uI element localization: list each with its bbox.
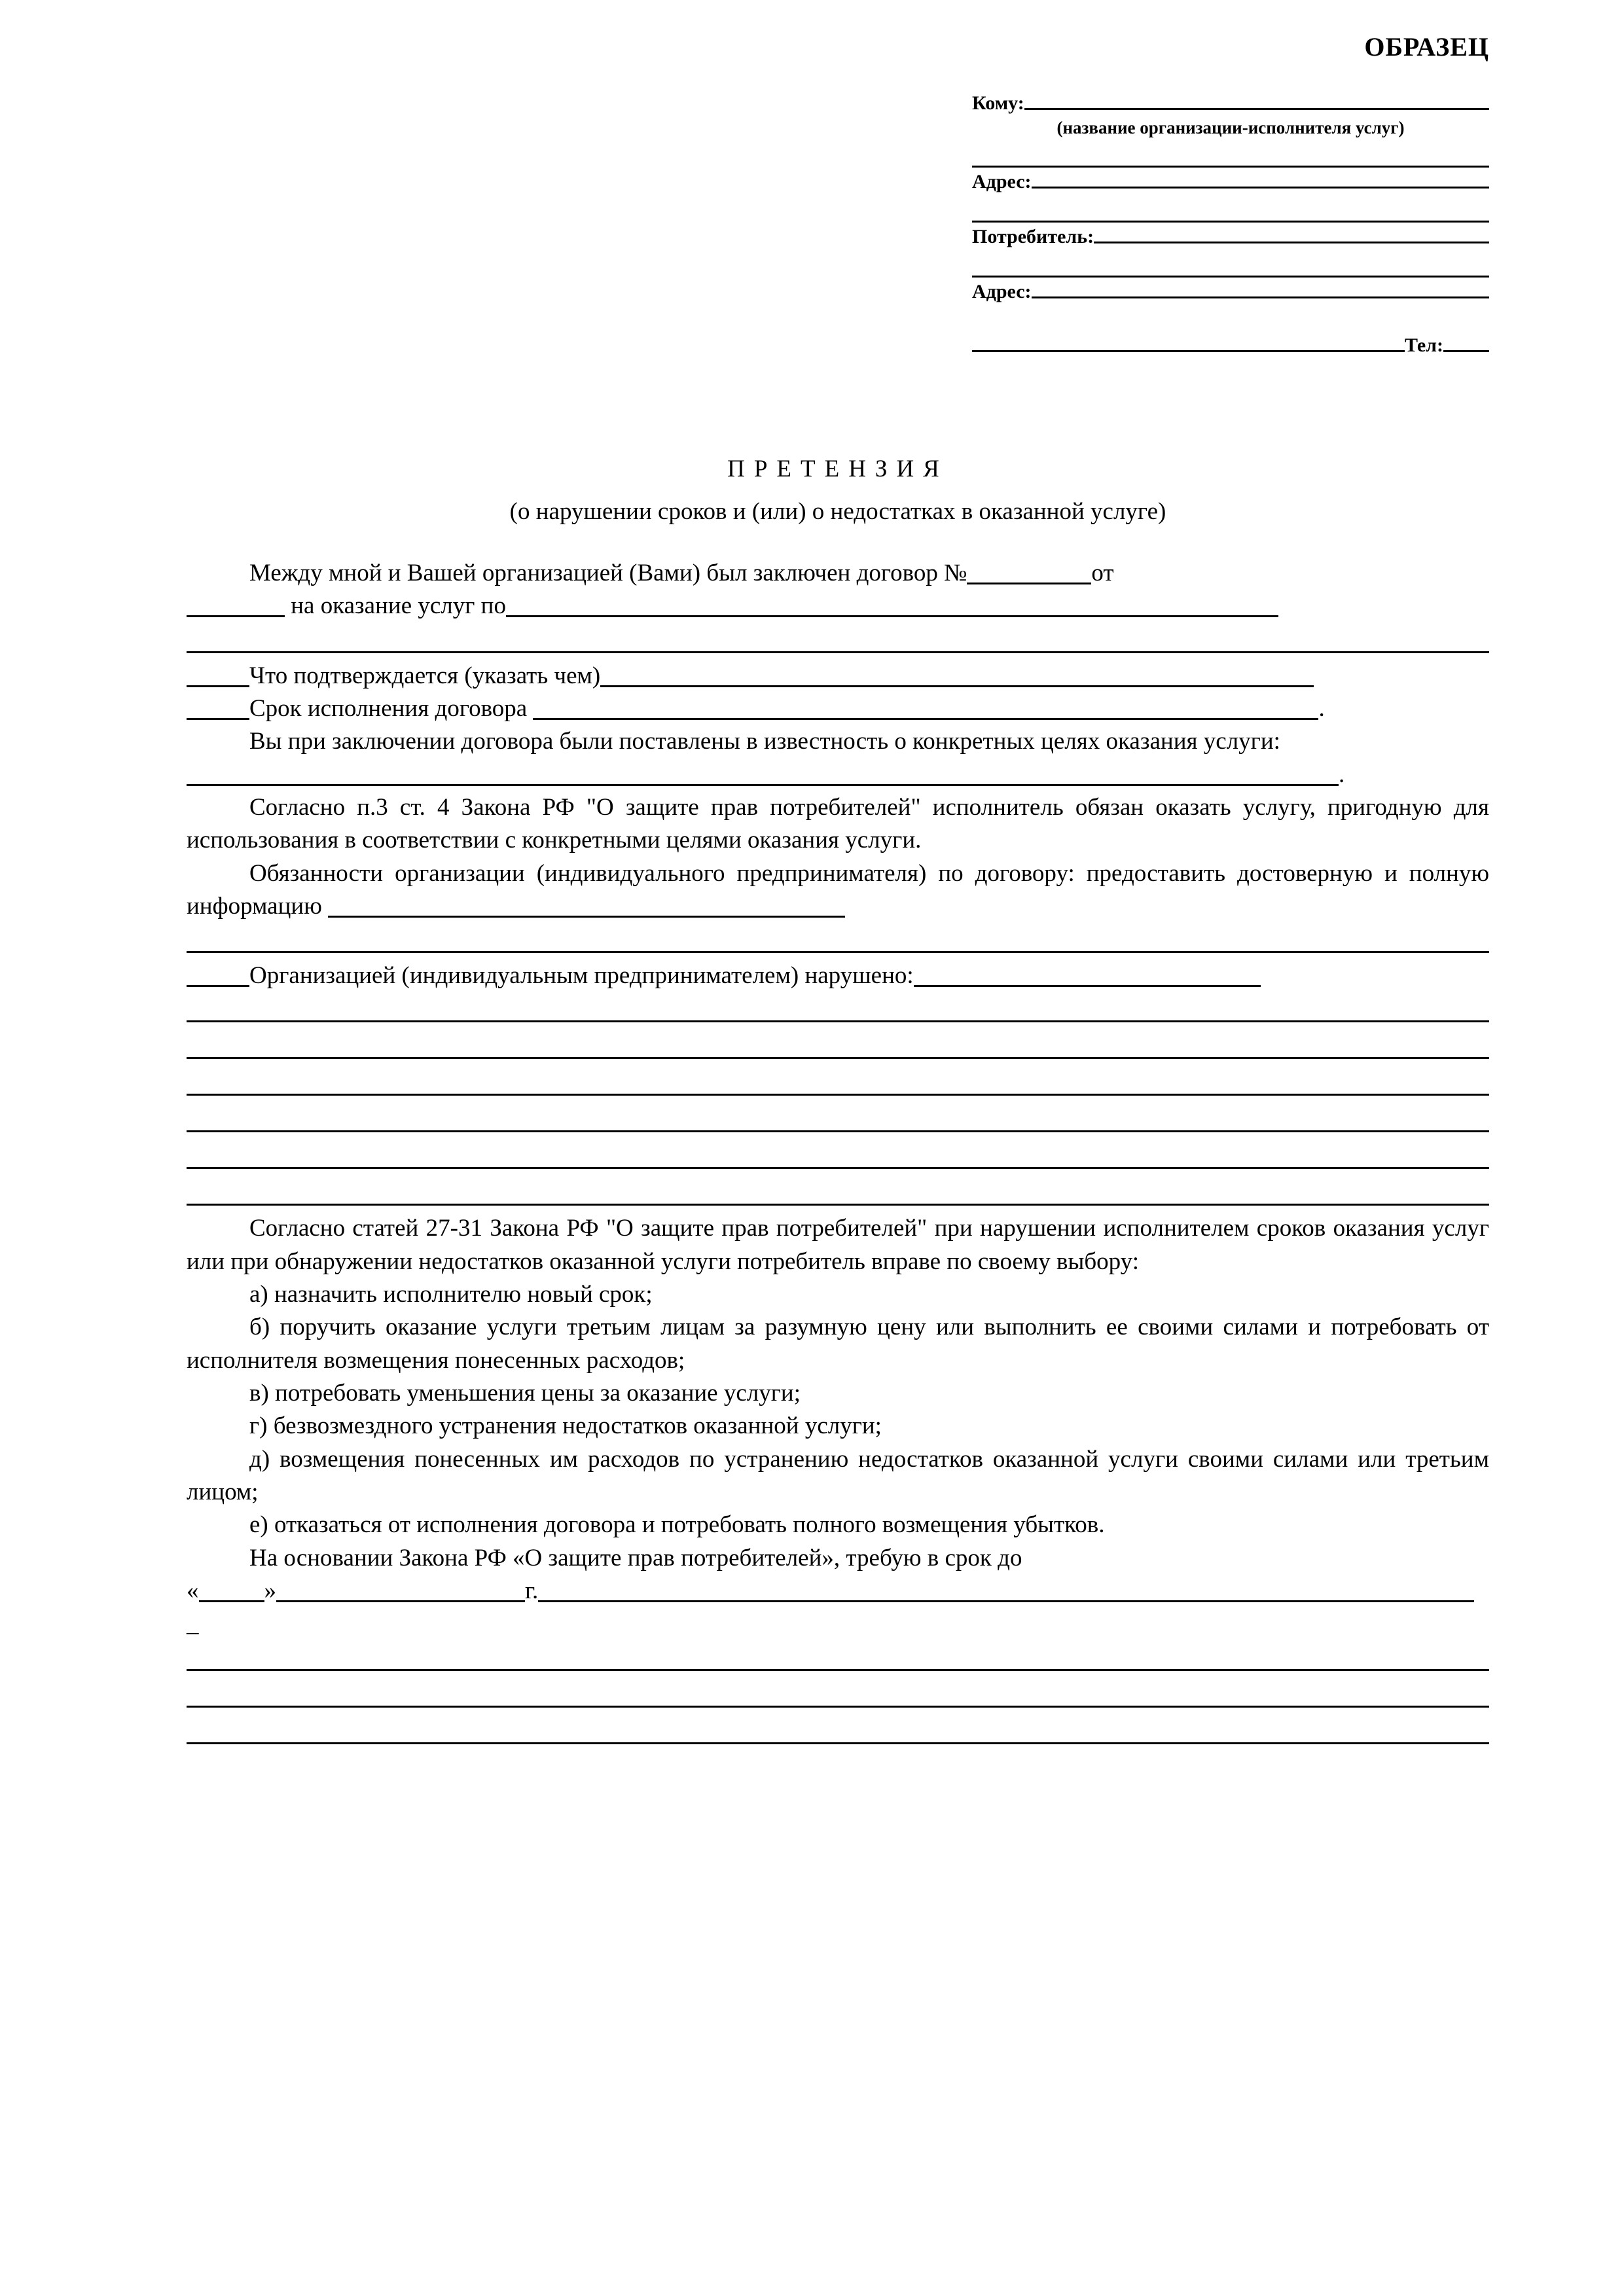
paragraph-deadline-text: Срок исполнения договора [249,694,528,722]
paragraph-contract-text-a: Между мной и Вашей организацией (Вами) был заключен договор № [249,560,967,586]
consumer-fill[interactable] [1094,242,1489,243]
paragraph-purposes [187,725,1489,758]
paragraph-violations [187,960,1489,992]
org-address-line [972,171,1489,193]
demand-continuation-dash: _ [187,1610,199,1638]
paragraph-confirmation [187,660,1489,692]
addressee-to-label: Кому: [972,92,1024,114]
right-item-e: е) отказаться от исполнения договора и потребовать полного возмещения убытков. [249,1511,1105,1539]
paragraph-deadline-period: . [1318,694,1325,722]
demand-blank-line-3[interactable] [187,1714,1489,1751]
consumer-address-fill[interactable] [1032,296,1489,298]
deadline-indent-fill[interactable] [187,718,249,720]
paragraph-violations-text: Организацией (индивидуальным предпринимателем) нарушено: [249,962,914,990]
date-year-label: г. [525,1577,539,1604]
document-body [187,557,1489,1751]
violations-blank-line-2[interactable] [187,1029,1489,1066]
page-title: ПРЕТЕНЗИЯ [727,456,948,482]
paragraph-purposes-text: Вы при заключении договора были поставлены в известность о конкретных целях оказания услуги: [249,728,1280,755]
paragraph-confirmation-text: Что подтверждается (указать чем) [249,662,601,689]
right-item-b: б) поручить оказание услуги третьим лицам за разумную цену или выполнить ее своими силами и потребовать от исполнителя возмещения понесенных расходов; [187,1314,1489,1374]
paragraph-purposes-fill-row [187,759,1489,791]
violations-blank-line-3[interactable] [187,1066,1489,1102]
date-day-fill[interactable] [199,1600,264,1602]
consumer-address-line [972,281,1489,303]
demand-blank-line-2[interactable] [187,1677,1489,1714]
paragraph-services [187,590,1489,622]
org-address-label: Адрес: [972,171,1032,192]
page-subtitle: (о нарушении сроков и (или) о недостатках в оказанной услуге) [509,498,1166,525]
org-address-extra-fill[interactable] [972,221,1489,223]
paragraph-law-art4: Согласно п.3 ст. 4 Закона РФ "О защите прав потребителей" исполнитель обязан оказать услугу, пригодную для использования в соответствии с конкретными целями оказания услуги. [187,793,1489,854]
paragraph-law-art27-31: Согласно статей 27-31 Закона РФ "О защите прав потребителей" при нарушении исполнителем сроков оказания услуг или при обнаружении недостатков оказанной услуги потребитель вправе по своему выбору: [187,1215,1489,1275]
addressee-to-extra-fill[interactable] [972,166,1489,168]
consumer-address-extra-fill[interactable] [972,350,1405,352]
violations-fill[interactable] [914,985,1261,987]
date-close-quote: » [264,1577,276,1604]
consumer-address-label: Адрес: [972,281,1032,302]
paragraph-demand: На основании Закона РФ «О защите прав потребителей», требую в срок до [249,1544,1022,1571]
violations-blank-line-1[interactable] [187,992,1489,1029]
sample-stamp-label: ОБРАЗЕЦ [1364,32,1489,62]
org-address-fill[interactable] [1032,187,1489,188]
demand-blank-line-1[interactable] [187,1641,1489,1677]
paragraph-purposes-period: . [1339,761,1345,788]
violations-indent-fill[interactable] [187,985,249,987]
paragraph-services-text: на оказание услуг по [291,592,506,620]
phone-line [972,334,1489,357]
violations-blank-line-6[interactable] [187,1175,1489,1212]
title-block [187,455,1489,526]
paragraph-obligations-text: Обязанности организации (индивидуального предпринимателя) по договору: предоставить достоверную и полную информацию [187,859,1489,920]
consumer-extra-fill[interactable] [972,276,1489,278]
violations-blank-line-4[interactable] [187,1102,1489,1139]
paragraph-deadline [187,692,1489,725]
obligations-fill-row[interactable] [187,923,1489,960]
demand-text-fill[interactable] [538,1600,1474,1602]
addressee-to-line [972,92,1489,115]
services-description-fill-row[interactable] [187,623,1489,660]
addressee-to-fill[interactable] [1024,108,1489,110]
phone-fill[interactable] [1443,350,1489,352]
addressee-to-caption: (название организации-исполнителя услуг) [1056,118,1405,137]
right-item-a: а) назначить исполнителю новый срок; [249,1281,653,1308]
phone-label: Тел: [1404,334,1443,356]
addressee-block [972,92,1489,357]
demand-date-line [187,1575,1489,1607]
obligations-fill[interactable] [328,916,845,918]
right-item-g: г) безвозмездного устранения недостатков оказанной услуги; [249,1412,882,1440]
date-month-fill[interactable] [276,1600,525,1602]
purposes-fill[interactable] [187,784,1339,786]
contract-date-fill[interactable] [187,615,285,617]
consumer-line [972,226,1489,248]
right-item-d: д) возмещения понесенных им расходов по устранению недостатков оказанной услуги своими силами или третьим лицом; [187,1445,1489,1505]
deadline-fill[interactable] [533,718,1318,720]
paragraph-contract-text-b: от [1091,560,1114,586]
sample-stamp-row [187,0,1489,62]
services-description-fill[interactable] [506,615,1278,617]
paragraph-obligations [187,857,1489,924]
confirmation-indent-fill[interactable] [187,685,249,687]
paragraph-contract [187,557,1489,590]
contract-number-fill[interactable] [967,583,1091,584]
document-content [187,0,1489,1751]
consumer-label: Потребитель: [972,226,1094,247]
right-item-v: в) потребовать уменьшения цены за оказание услуги; [249,1380,801,1407]
date-open-quote: « [187,1577,199,1604]
violations-blank-line-5[interactable] [187,1139,1489,1175]
confirmation-fill[interactable] [600,685,1314,687]
